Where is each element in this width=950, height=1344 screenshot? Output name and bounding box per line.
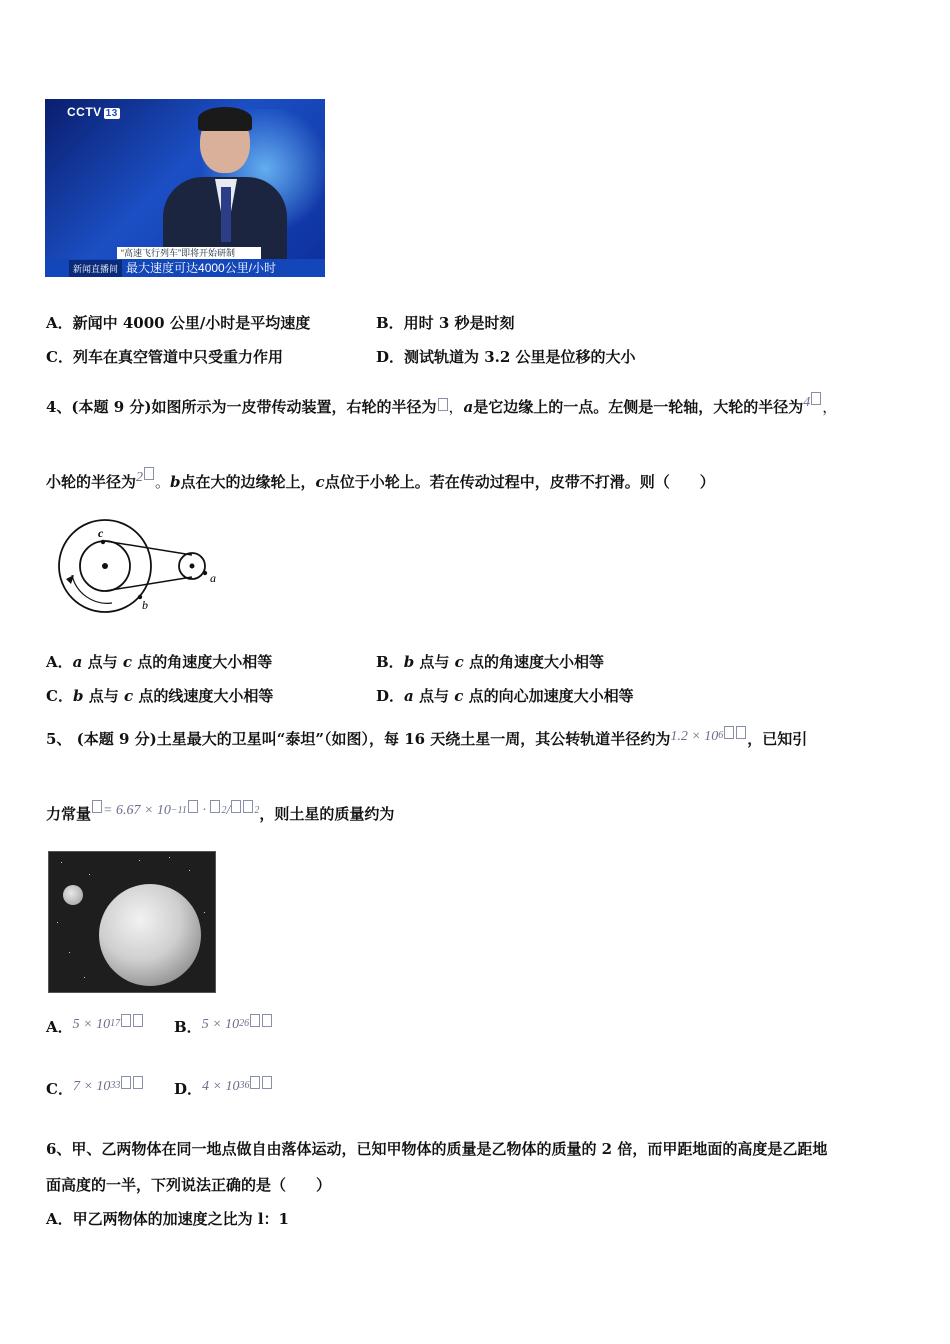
q5-line-1: 5、 (本题 9 分)土星最大的卫星叫“泰坦”（如图），每 16 天绕土星一周，其公转轨道半径约为$1.2 \times 10^6$ ，已知引: [46, 726, 807, 749]
titan-moon: [63, 885, 83, 905]
math-placeholder: [188, 800, 198, 813]
math-placeholder: [144, 467, 154, 480]
math-placeholder: [92, 800, 102, 813]
math-placeholder: [811, 392, 821, 405]
point-c: [101, 540, 105, 544]
q3-option-a: A．新闻中 4000 公里/小时是平均速度: [46, 314, 311, 332]
q4-option-b: B．b 点与 c 点的角速度大小相等: [376, 653, 605, 671]
q5-option-d: D．$4 \times 10^{36}$: [174, 1076, 273, 1099]
math-placeholder: [724, 726, 734, 739]
q4-line-2: 小轮的半径为2 。b点在大的边缘轮上，c点位于小轮上。若在传动过程中，皮带不打滑。则（ ）: [46, 467, 715, 492]
right-axle-dot: [190, 564, 195, 569]
q6-line-2: 面高度的一半，下列说法正确的是（ ）: [46, 1176, 332, 1194]
q4-option-d: D．a 点与 c 点的向心加速度大小相等: [376, 687, 634, 705]
math-placeholder: [736, 726, 746, 739]
q3-option-d: D．测试轨道为 3.2 公里是位移的大小: [376, 348, 636, 366]
q4-line-1: 4、(本题 9 分)如图所示为一皮带传动装置，右轮的半径为 ，a是它边缘上的一点。左侧是一轮轴，大轮的半径为4 ，: [46, 392, 837, 417]
saturn-planet: [99, 884, 201, 986]
q6-option-a: A．甲乙两物体的加速度之比为 l：1: [46, 1210, 289, 1228]
axle-dot: [102, 563, 108, 569]
news-subtitle-main: 新闻直播间 最大速度可达4000公里/小时: [45, 259, 325, 277]
math-placeholder: [438, 398, 448, 411]
news-broadcast-image: [45, 99, 325, 277]
q5-option-a: A．$5 \times 10^{17}$: [46, 1014, 144, 1037]
q4-option-a: A．a 点与 c 点的角速度大小相等: [46, 653, 273, 671]
anchor-hair: [198, 107, 252, 131]
cctv-logo: CCTV 13: [67, 105, 118, 119]
q3-option-b: B．用时 3 秒是时刻: [376, 314, 515, 332]
point-a: [203, 571, 207, 575]
q6-line-1: 6、甲、乙两物体在同一地点做自由落体运动，已知甲物体的质量是乙物体的质量的 2 倍，而甲距地面的高度是乙距地: [46, 1140, 828, 1158]
label-a: a: [210, 571, 216, 585]
q3-option-c: C．列车在真空管道中只受重力作用: [46, 348, 283, 366]
saturn-titan-image: [48, 851, 216, 993]
anchor-tie: [221, 187, 231, 242]
belt-pulley-diagram: [52, 515, 227, 615]
news-subtitle-top: “高速飞行列车”即将开始研制: [117, 247, 261, 259]
math-placeholder: [210, 800, 220, 813]
math-placeholder: [231, 800, 241, 813]
q5-option-c: C．$7 \times 10^{33}$: [46, 1076, 144, 1099]
label-c: c: [98, 526, 104, 540]
rotation-arrow: [72, 575, 112, 603]
label-b: b: [142, 598, 148, 612]
q4-option-c: C．b 点与 c 点的线速度大小相等: [46, 687, 274, 705]
math-placeholder: [243, 800, 253, 813]
q5-option-b: B．$5 \times 10^{26}$: [174, 1014, 273, 1037]
q5-line-2: 力常量 = $6.67 \times 10^{-11} \cdot ^2/$ $^2$，则土星的质量约为: [46, 800, 394, 824]
